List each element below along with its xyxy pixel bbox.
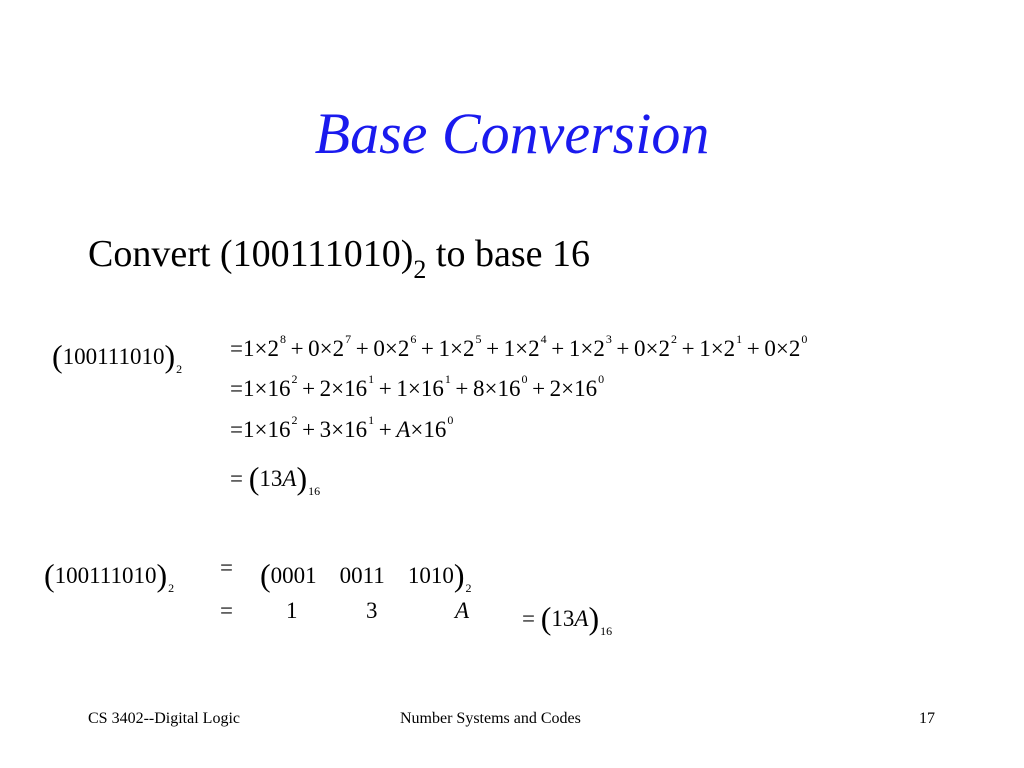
term-base: 2 bbox=[462, 336, 475, 361]
term-base: 16 bbox=[344, 376, 368, 401]
term-base: 16 bbox=[344, 417, 368, 442]
term-base: 2 bbox=[658, 336, 670, 361]
term-base: 16 bbox=[574, 376, 598, 401]
times-sign: × bbox=[515, 336, 529, 361]
times-sign: × bbox=[254, 336, 268, 361]
times-sign: × bbox=[407, 376, 421, 401]
equation-term bbox=[297, 372, 375, 401]
times-sign: × bbox=[580, 336, 594, 361]
plus-sign: + bbox=[297, 376, 320, 401]
paren-left: ( bbox=[260, 557, 271, 593]
plus-sign: + bbox=[416, 336, 439, 361]
equals-sign: = bbox=[230, 417, 243, 442]
equation-term bbox=[297, 413, 375, 442]
term-coefficient: 2 bbox=[319, 376, 332, 401]
deriv1-line3 bbox=[230, 413, 454, 442]
equation-term bbox=[416, 332, 482, 361]
hex-digit-1: 3 bbox=[366, 598, 378, 623]
plus-sign: + bbox=[297, 417, 320, 442]
slide-subtitle bbox=[88, 232, 590, 285]
hex-digit-0: 1 bbox=[286, 598, 298, 623]
term-coefficient: 3 bbox=[319, 417, 332, 442]
equation-term bbox=[450, 372, 528, 401]
deriv1-line2-terms bbox=[242, 372, 605, 401]
footer-left: CS 3402--Digital Logic bbox=[88, 710, 240, 727]
term-coefficient: 1 bbox=[242, 336, 255, 361]
term-base: 16 bbox=[497, 376, 521, 401]
term-coefficient: 1 bbox=[438, 336, 450, 361]
term-exponent: 0 bbox=[801, 332, 808, 346]
group-1: 0011 bbox=[339, 563, 385, 588]
plus-sign: + bbox=[481, 336, 504, 361]
term-exponent: 0 bbox=[521, 372, 528, 386]
deriv1-result-base: 16 bbox=[308, 484, 321, 498]
term-exponent: 6 bbox=[410, 332, 417, 346]
paren-right: ) bbox=[453, 557, 465, 593]
term-exponent: 2 bbox=[291, 413, 298, 427]
equation-term bbox=[677, 332, 743, 361]
term-exponent: 3 bbox=[605, 332, 612, 346]
deriv2-equals: = bbox=[220, 555, 233, 580]
plus-sign: + bbox=[527, 376, 550, 401]
equation-term bbox=[481, 332, 547, 361]
term-coefficient: 8 bbox=[473, 376, 485, 401]
term-coefficient: 0 bbox=[634, 336, 646, 361]
times-sign: × bbox=[254, 417, 268, 442]
deriv2-equals-2: = bbox=[220, 598, 233, 623]
plus-sign: + bbox=[374, 376, 397, 401]
deriv2-groups-base: 2 bbox=[465, 581, 472, 595]
times-sign: × bbox=[319, 336, 333, 361]
equation-term bbox=[546, 332, 612, 361]
paren-left: ( bbox=[44, 557, 55, 593]
times-sign: × bbox=[561, 376, 575, 401]
paren-right: ) bbox=[296, 460, 308, 496]
deriv1-result bbox=[230, 459, 321, 498]
term-coefficient: A bbox=[396, 417, 411, 442]
term-exponent: 1 bbox=[368, 413, 375, 427]
slide-title: Base Conversion bbox=[314, 101, 710, 166]
term-exponent: 5 bbox=[475, 332, 482, 346]
term-coefficient: 0 bbox=[308, 336, 320, 361]
group-0: 0001 bbox=[270, 563, 317, 588]
equation-term bbox=[527, 372, 605, 401]
term-coefficient: 1 bbox=[568, 336, 581, 361]
deriv1-lhs-number: 100111010 bbox=[62, 344, 165, 369]
term-base: 16 bbox=[420, 376, 444, 401]
term-exponent: 2 bbox=[671, 332, 677, 346]
equation-term bbox=[374, 372, 451, 401]
deriv1-line1-terms bbox=[242, 332, 808, 361]
term-base: 16 bbox=[267, 376, 291, 401]
times-sign: × bbox=[384, 336, 398, 361]
times-sign: × bbox=[710, 336, 724, 361]
times-sign: × bbox=[775, 336, 789, 361]
deriv1-line3-terms bbox=[242, 413, 454, 442]
paren-right: ) bbox=[156, 557, 168, 593]
deriv1-line1 bbox=[230, 332, 808, 361]
term-base: 2 bbox=[332, 336, 345, 361]
deriv2-result bbox=[522, 599, 613, 638]
deriv2-lhs bbox=[44, 556, 175, 595]
term-exponent: 1 bbox=[736, 332, 743, 346]
plus-sign: + bbox=[611, 336, 635, 361]
term-coefficient: 1 bbox=[699, 336, 711, 361]
equation-term bbox=[242, 413, 298, 442]
times-sign: × bbox=[331, 417, 345, 442]
times-sign: × bbox=[331, 376, 345, 401]
equation-term bbox=[611, 332, 677, 361]
plus-sign: + bbox=[546, 336, 569, 361]
deriv2-groups bbox=[260, 556, 472, 595]
term-coefficient: 1 bbox=[503, 336, 516, 361]
equation-term bbox=[374, 413, 454, 442]
term-base: 2 bbox=[593, 336, 605, 361]
times-sign: × bbox=[410, 417, 424, 442]
footer-center: Number Systems and Codes bbox=[400, 710, 581, 727]
deriv1-result-letter: A bbox=[282, 466, 297, 491]
equation-term bbox=[242, 332, 286, 361]
term-base: 2 bbox=[528, 336, 540, 361]
term-base: 16 bbox=[267, 417, 291, 442]
term-base: 2 bbox=[723, 336, 736, 361]
plus-sign: + bbox=[351, 336, 374, 361]
term-base: 2 bbox=[788, 336, 801, 361]
term-exponent: 1 bbox=[444, 372, 451, 386]
plus-sign: + bbox=[285, 336, 309, 361]
deriv2-result-digits: 13 bbox=[551, 606, 575, 631]
term-exponent: 0 bbox=[447, 413, 454, 427]
subtitle-base: 2 bbox=[413, 255, 427, 284]
term-coefficient: 1 bbox=[242, 376, 255, 401]
term-coefficient: 0 bbox=[764, 336, 776, 361]
group-2: 1010 bbox=[407, 563, 454, 588]
times-sign: × bbox=[484, 376, 498, 401]
plus-sign: + bbox=[450, 376, 473, 401]
plus-sign: + bbox=[677, 336, 700, 361]
equation-term bbox=[351, 332, 417, 361]
term-base: 2 bbox=[267, 336, 279, 361]
term-coefficient: 1 bbox=[396, 376, 408, 401]
term-coefficient: 2 bbox=[549, 376, 562, 401]
equals-sign: = bbox=[230, 466, 243, 491]
hex-digit-2: A bbox=[455, 598, 470, 623]
subtitle-suffix: to base 16 bbox=[426, 233, 590, 275]
times-sign: × bbox=[450, 336, 463, 361]
term-exponent: 7 bbox=[345, 332, 352, 346]
deriv1-lhs bbox=[52, 337, 183, 376]
equation-term bbox=[742, 332, 808, 361]
deriv2-lhs-base: 2 bbox=[168, 581, 175, 595]
term-exponent: 4 bbox=[540, 332, 547, 346]
deriv1-line2 bbox=[230, 372, 605, 401]
paren-left: ( bbox=[540, 600, 552, 636]
deriv1-result-digits: 13 bbox=[259, 466, 283, 491]
equals-sign: = bbox=[522, 606, 535, 631]
page-number: 17 bbox=[919, 710, 935, 727]
paren-right: ) bbox=[164, 338, 176, 374]
term-exponent: 1 bbox=[368, 372, 375, 386]
term-exponent: 0 bbox=[598, 372, 605, 386]
deriv2-lhs-number: 100111010 bbox=[54, 563, 157, 588]
equals-sign: = bbox=[230, 336, 243, 361]
paren-right: ) bbox=[588, 600, 600, 636]
deriv2-result-letter: A bbox=[574, 606, 589, 631]
times-sign: × bbox=[254, 376, 268, 401]
paren-left: ( bbox=[52, 338, 63, 374]
subtitle-prefix: Convert (100111010) bbox=[88, 233, 414, 275]
times-sign: × bbox=[645, 336, 659, 361]
plus-sign: + bbox=[374, 417, 397, 442]
term-exponent: 8 bbox=[279, 332, 286, 346]
equation-term bbox=[285, 332, 352, 361]
term-coefficient: 1 bbox=[242, 417, 255, 442]
equation-term bbox=[242, 372, 298, 401]
plus-sign: + bbox=[742, 336, 765, 361]
paren-left: ( bbox=[248, 460, 260, 496]
equals-sign: = bbox=[230, 376, 243, 401]
term-coefficient: 0 bbox=[373, 336, 385, 361]
term-base: 2 bbox=[397, 336, 410, 361]
deriv1-lhs-base: 2 bbox=[176, 362, 183, 376]
term-base: 16 bbox=[423, 417, 447, 442]
deriv2-result-base: 16 bbox=[600, 624, 613, 638]
term-exponent: 2 bbox=[291, 372, 298, 386]
